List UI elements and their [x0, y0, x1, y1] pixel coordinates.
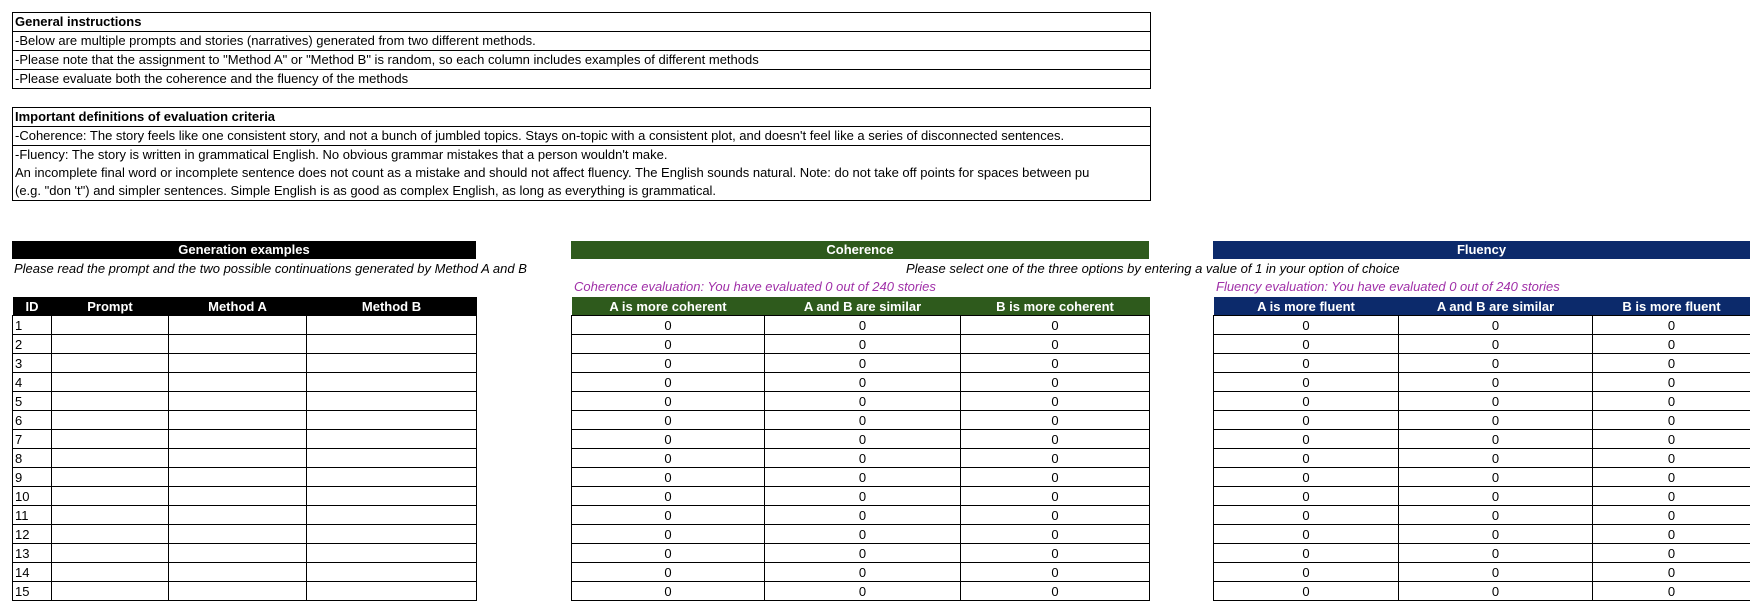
id-cell[interactable]: 6 [13, 411, 52, 430]
b-more-fluent-header[interactable]: B is more fluent [1593, 297, 1750, 316]
coherence-row [572, 563, 1150, 582]
fluency-header[interactable]: Fluency [1213, 241, 1750, 259]
fluency-definition-continued[interactable]: (e.g. "don 't") and simpler sentences. Simple English is as good as complex English, as long as everything is grammatical. [15, 183, 717, 198]
id-cell[interactable]: 8 [13, 449, 52, 468]
a-more-coherent-cell[interactable]: 0 [572, 525, 765, 544]
b-more-coherent-header[interactable]: B is more coherent [961, 297, 1150, 316]
id-cell[interactable]: 1 [13, 316, 52, 335]
b-more-coherent-cell[interactable]: 0 [961, 544, 1150, 563]
fluency-similar-header[interactable]: A and B are similar [1399, 297, 1593, 316]
general-instruction-line[interactable]: -Please note that the assignment to "Method A" or "Method B" is random, so each column includes examples of different methods [13, 51, 1150, 70]
method-a-cell[interactable] [169, 506, 307, 525]
generation-row [13, 392, 477, 411]
coherence-row [572, 544, 1150, 563]
generation-row [13, 430, 477, 449]
a-more-fluent-header[interactable]: A is more fluent [1214, 297, 1399, 316]
id-cell[interactable]: 12 [13, 525, 52, 544]
coherence-definition[interactable]: -Coherence: The story feels like one consistent story, and not a bunch of jumbled topics. Stays on-topic with a consistent plot, and doesn't feel like a series of disconnected sentences. [13, 127, 1150, 146]
coherence-row [572, 316, 1150, 335]
a-more-coherent-cell[interactable]: 0 [572, 468, 765, 487]
generation-row [13, 525, 477, 544]
method-b-cell[interactable] [307, 506, 477, 525]
method-a-cell[interactable] [169, 335, 307, 354]
coherence-similar-cell[interactable]: 0 [765, 373, 961, 392]
prompt-cell[interactable] [52, 582, 169, 601]
fluency-similar-cell[interactable]: 0 [1399, 582, 1593, 601]
b-more-fluent-cell[interactable]: 0 [1593, 544, 1750, 563]
coherence-similar-header[interactable]: A and B are similar [765, 297, 961, 316]
method-b-cell[interactable] [307, 316, 477, 335]
b-more-fluent-cell[interactable]: 0 [1593, 563, 1750, 582]
generation-row [13, 544, 477, 563]
fluency-table [1213, 297, 1750, 601]
coherence-similar-cell[interactable]: 0 [765, 354, 961, 373]
prompt-cell[interactable] [52, 544, 169, 563]
general-instruction-line[interactable]: -Below are multiple prompts and stories (narratives) generated from two different methods. [13, 32, 1150, 51]
b-more-coherent-cell[interactable]: 0 [961, 392, 1150, 411]
a-more-fluent-cell[interactable]: 0 [1214, 525, 1399, 544]
fluency-row [1214, 411, 1750, 430]
method-a-cell[interactable] [169, 563, 307, 582]
generation-instruction[interactable]: Please read the prompt and the two possible continuations generated by Method A and B [14, 261, 527, 276]
prompt-cell[interactable] [52, 487, 169, 506]
b-more-coherent-cell[interactable]: 0 [961, 582, 1150, 601]
prompt-cell[interactable] [52, 316, 169, 335]
b-more-coherent-cell[interactable]: 0 [961, 487, 1150, 506]
generation-examples-header[interactable]: Generation examples [12, 241, 476, 259]
method-a-cell[interactable] [169, 316, 307, 335]
general-instructions-box [12, 12, 1151, 89]
method-a-cell[interactable] [169, 392, 307, 411]
method-a-column-header[interactable]: Method A [169, 297, 307, 316]
generation-row [13, 563, 477, 582]
generation-table [12, 297, 477, 601]
method-a-cell[interactable] [169, 354, 307, 373]
a-more-fluent-cell[interactable]: 0 [1214, 354, 1399, 373]
a-more-fluent-cell[interactable]: 0 [1214, 373, 1399, 392]
generation-row [13, 582, 477, 601]
fluency-similar-cell[interactable]: 0 [1399, 335, 1593, 354]
a-more-fluent-cell[interactable]: 0 [1214, 430, 1399, 449]
fluency-row [1214, 563, 1750, 582]
fluency-row [1214, 354, 1750, 373]
a-more-fluent-cell[interactable]: 0 [1214, 468, 1399, 487]
a-more-coherent-cell[interactable]: 0 [572, 544, 765, 563]
a-more-coherent-cell[interactable]: 0 [572, 449, 765, 468]
general-instructions-title[interactable]: General instructions [13, 13, 1150, 32]
id-cell[interactable]: 4 [13, 373, 52, 392]
fluency-row [1214, 335, 1750, 354]
coherence-row [572, 392, 1150, 411]
coherence-similar-cell[interactable]: 0 [765, 430, 961, 449]
prompt-cell[interactable] [52, 411, 169, 430]
fluency-similar-cell[interactable]: 0 [1399, 392, 1593, 411]
b-more-fluent-cell[interactable]: 0 [1593, 506, 1750, 525]
b-more-fluent-cell[interactable]: 0 [1593, 411, 1750, 430]
fluency-similar-cell[interactable]: 0 [1399, 354, 1593, 373]
method-b-cell[interactable] [307, 354, 477, 373]
id-cell[interactable]: 3 [13, 354, 52, 373]
fluency-similar-cell[interactable]: 0 [1399, 506, 1593, 525]
id-cell[interactable]: 9 [13, 468, 52, 487]
coherence-row [572, 354, 1150, 373]
b-more-coherent-cell[interactable]: 0 [961, 506, 1150, 525]
prompt-cell[interactable] [52, 354, 169, 373]
method-b-column-header[interactable]: Method B [307, 297, 477, 316]
a-more-coherent-cell[interactable]: 0 [572, 373, 765, 392]
id-cell[interactable]: 5 [13, 392, 52, 411]
method-b-cell[interactable] [307, 468, 477, 487]
id-cell[interactable]: 10 [13, 487, 52, 506]
id-cell[interactable]: 7 [13, 430, 52, 449]
fluency-similar-cell[interactable]: 0 [1399, 468, 1593, 487]
prompt-cell[interactable] [52, 563, 169, 582]
b-more-fluent-cell[interactable]: 0 [1593, 487, 1750, 506]
b-more-fluent-cell[interactable]: 0 [1593, 468, 1750, 487]
b-more-coherent-cell[interactable]: 0 [961, 525, 1150, 544]
fluency-row [1214, 449, 1750, 468]
method-b-cell[interactable] [307, 544, 477, 563]
fluency-header-row [1214, 297, 1750, 316]
generation-row [13, 487, 477, 506]
method-b-cell[interactable] [307, 411, 477, 430]
coherence-similar-cell[interactable]: 0 [765, 487, 961, 506]
fluency-similar-cell[interactable]: 0 [1399, 487, 1593, 506]
fluency-similar-cell[interactable]: 0 [1399, 430, 1593, 449]
b-more-fluent-cell[interactable]: 0 [1593, 430, 1750, 449]
id-cell[interactable]: 13 [13, 544, 52, 563]
fluency-row [1214, 430, 1750, 449]
method-a-cell[interactable] [169, 582, 307, 601]
coherence-similar-cell[interactable]: 0 [765, 506, 961, 525]
a-more-fluent-cell[interactable]: 0 [1214, 563, 1399, 582]
generation-row [13, 354, 477, 373]
id-cell[interactable]: 11 [13, 506, 52, 525]
a-more-fluent-cell[interactable]: 0 [1214, 392, 1399, 411]
a-more-fluent-cell[interactable]: 0 [1214, 582, 1399, 601]
prompt-cell[interactable] [52, 506, 169, 525]
coherence-header-row [572, 297, 1150, 316]
prompt-column-header[interactable]: Prompt [52, 297, 169, 316]
coherence-table [571, 297, 1150, 601]
coherence-row [572, 468, 1150, 487]
coherence-similar-cell[interactable]: 0 [765, 392, 961, 411]
method-a-cell[interactable] [169, 430, 307, 449]
a-more-coherent-cell[interactable]: 0 [572, 316, 765, 335]
b-more-coherent-cell[interactable]: 0 [961, 373, 1150, 392]
a-more-coherent-cell[interactable]: 0 [572, 487, 765, 506]
coherence-row [572, 487, 1150, 506]
method-a-cell[interactable] [169, 373, 307, 392]
b-more-coherent-cell[interactable]: 0 [961, 430, 1150, 449]
method-b-cell[interactable] [307, 335, 477, 354]
coherence-row [572, 525, 1150, 544]
coherence-row [572, 582, 1150, 601]
generation-header-row [13, 297, 477, 316]
generation-row [13, 449, 477, 468]
fluency-definition[interactable]: -Fluency: The story is written in grammatical English. No obvious grammar mistakes that a person wouldn't make. [15, 147, 668, 162]
a-more-coherent-cell[interactable]: 0 [572, 392, 765, 411]
method-a-cell[interactable] [169, 411, 307, 430]
a-more-coherent-cell[interactable]: 0 [572, 582, 765, 601]
coherence-similar-cell[interactable]: 0 [765, 468, 961, 487]
b-more-coherent-cell[interactable]: 0 [961, 335, 1150, 354]
coherence-similar-cell[interactable]: 0 [765, 525, 961, 544]
method-b-cell[interactable] [307, 373, 477, 392]
definitions-box [12, 107, 1151, 201]
b-more-fluent-cell[interactable]: 0 [1593, 582, 1750, 601]
fluency-definition-continued[interactable]: An incomplete final word or incomplete sentence does not count as a mistake and should not affect fluency. The English sounds natural. Note: do not take off points for spaces between pu [15, 165, 1090, 180]
a-more-fluent-cell[interactable]: 0 [1214, 487, 1399, 506]
a-more-fluent-cell[interactable]: 0 [1214, 316, 1399, 335]
method-b-cell[interactable] [307, 582, 477, 601]
method-b-cell[interactable] [307, 487, 477, 506]
a-more-fluent-cell[interactable]: 0 [1214, 506, 1399, 525]
fluency-row [1214, 525, 1750, 544]
fluency-row [1214, 544, 1750, 563]
b-more-coherent-cell[interactable]: 0 [961, 354, 1150, 373]
coherence-row [572, 449, 1150, 468]
method-b-cell[interactable] [307, 430, 477, 449]
b-more-coherent-cell[interactable]: 0 [961, 468, 1150, 487]
fluency-row [1214, 582, 1750, 601]
coherence-header[interactable]: Coherence [571, 241, 1149, 259]
b-more-fluent-cell[interactable]: 0 [1593, 525, 1750, 544]
a-more-coherent-cell[interactable]: 0 [572, 430, 765, 449]
prompt-cell[interactable] [52, 449, 169, 468]
id-column-header[interactable]: ID [13, 297, 52, 316]
fluency-similar-cell[interactable]: 0 [1399, 316, 1593, 335]
fluency-similar-cell[interactable]: 0 [1399, 411, 1593, 430]
generation-row [13, 316, 477, 335]
fluency-row [1214, 316, 1750, 335]
method-a-cell[interactable] [169, 544, 307, 563]
prompt-cell[interactable] [52, 525, 169, 544]
method-b-cell[interactable] [307, 525, 477, 544]
method-b-cell[interactable] [307, 392, 477, 411]
a-more-coherent-cell[interactable]: 0 [572, 335, 765, 354]
id-cell[interactable]: 15 [13, 582, 52, 601]
coherence-row [572, 506, 1150, 525]
generation-row [13, 506, 477, 525]
coherence-row [572, 335, 1150, 354]
coherence-status: Coherence evaluation: You have evaluated 0 out of 240 stories [574, 279, 936, 294]
general-instruction-line[interactable]: -Please evaluate both the coherence and the fluency of the methods [15, 71, 409, 86]
fluency-row [1214, 373, 1750, 392]
coherence-similar-cell[interactable]: 0 [765, 335, 961, 354]
a-more-coherent-cell[interactable]: 0 [572, 563, 765, 582]
coherence-similar-cell[interactable]: 0 [765, 563, 961, 582]
generation-row [13, 373, 477, 392]
id-cell[interactable]: 2 [13, 335, 52, 354]
coherence-row [572, 373, 1150, 392]
generation-row [13, 335, 477, 354]
b-more-fluent-cell[interactable]: 0 [1593, 392, 1750, 411]
method-b-cell[interactable] [307, 449, 477, 468]
coherence-row [572, 411, 1150, 430]
a-more-fluent-cell[interactable]: 0 [1214, 335, 1399, 354]
definitions-title[interactable]: Important definitions of evaluation criteria [13, 108, 1150, 127]
selection-instruction[interactable]: Please select one of the three options by entering a value of 1 in your option of choice [906, 261, 1400, 276]
fluency-similar-cell[interactable]: 0 [1399, 525, 1593, 544]
prompt-cell[interactable] [52, 468, 169, 487]
fluency-row [1214, 468, 1750, 487]
generation-row [13, 411, 477, 430]
b-more-coherent-cell[interactable]: 0 [961, 411, 1150, 430]
fluency-row [1214, 392, 1750, 411]
b-more-coherent-cell[interactable]: 0 [961, 316, 1150, 335]
a-more-coherent-cell[interactable]: 0 [572, 506, 765, 525]
coherence-similar-cell[interactable]: 0 [765, 449, 961, 468]
b-more-fluent-cell[interactable]: 0 [1593, 316, 1750, 335]
coherence-similar-cell[interactable]: 0 [765, 582, 961, 601]
a-more-coherent-cell[interactable]: 0 [572, 354, 765, 373]
a-more-fluent-cell[interactable]: 0 [1214, 411, 1399, 430]
fluency-similar-cell[interactable]: 0 [1399, 563, 1593, 582]
b-more-fluent-cell[interactable]: 0 [1593, 449, 1750, 468]
fluency-status: Fluency evaluation: You have evaluated 0 out of 240 stories [1216, 279, 1560, 294]
method-a-cell[interactable] [169, 487, 307, 506]
fluency-similar-cell[interactable]: 0 [1399, 544, 1593, 563]
a-more-coherent-header[interactable]: A is more coherent [572, 297, 765, 316]
coherence-row [572, 430, 1150, 449]
b-more-coherent-cell[interactable]: 0 [961, 563, 1150, 582]
method-b-cell[interactable] [307, 563, 477, 582]
b-more-coherent-cell[interactable]: 0 [961, 449, 1150, 468]
generation-row [13, 468, 477, 487]
prompt-cell[interactable] [52, 373, 169, 392]
a-more-fluent-cell[interactable]: 0 [1214, 544, 1399, 563]
prompt-cell[interactable] [52, 335, 169, 354]
method-a-cell[interactable] [169, 468, 307, 487]
coherence-similar-cell[interactable]: 0 [765, 316, 961, 335]
a-more-coherent-cell[interactable]: 0 [572, 411, 765, 430]
fluency-similar-cell[interactable]: 0 [1399, 449, 1593, 468]
b-more-fluent-cell[interactable]: 0 [1593, 373, 1750, 392]
fluency-row [1214, 506, 1750, 525]
b-more-fluent-cell[interactable]: 0 [1593, 335, 1750, 354]
prompt-cell[interactable] [52, 392, 169, 411]
coherence-similar-cell[interactable]: 0 [765, 544, 961, 563]
b-more-fluent-cell[interactable]: 0 [1593, 354, 1750, 373]
method-a-cell[interactable] [169, 525, 307, 544]
id-cell[interactable]: 14 [13, 563, 52, 582]
a-more-fluent-cell[interactable]: 0 [1214, 449, 1399, 468]
prompt-cell[interactable] [52, 430, 169, 449]
fluency-row [1214, 487, 1750, 506]
coherence-similar-cell[interactable]: 0 [765, 411, 961, 430]
method-a-cell[interactable] [169, 449, 307, 468]
fluency-similar-cell[interactable]: 0 [1399, 373, 1593, 392]
